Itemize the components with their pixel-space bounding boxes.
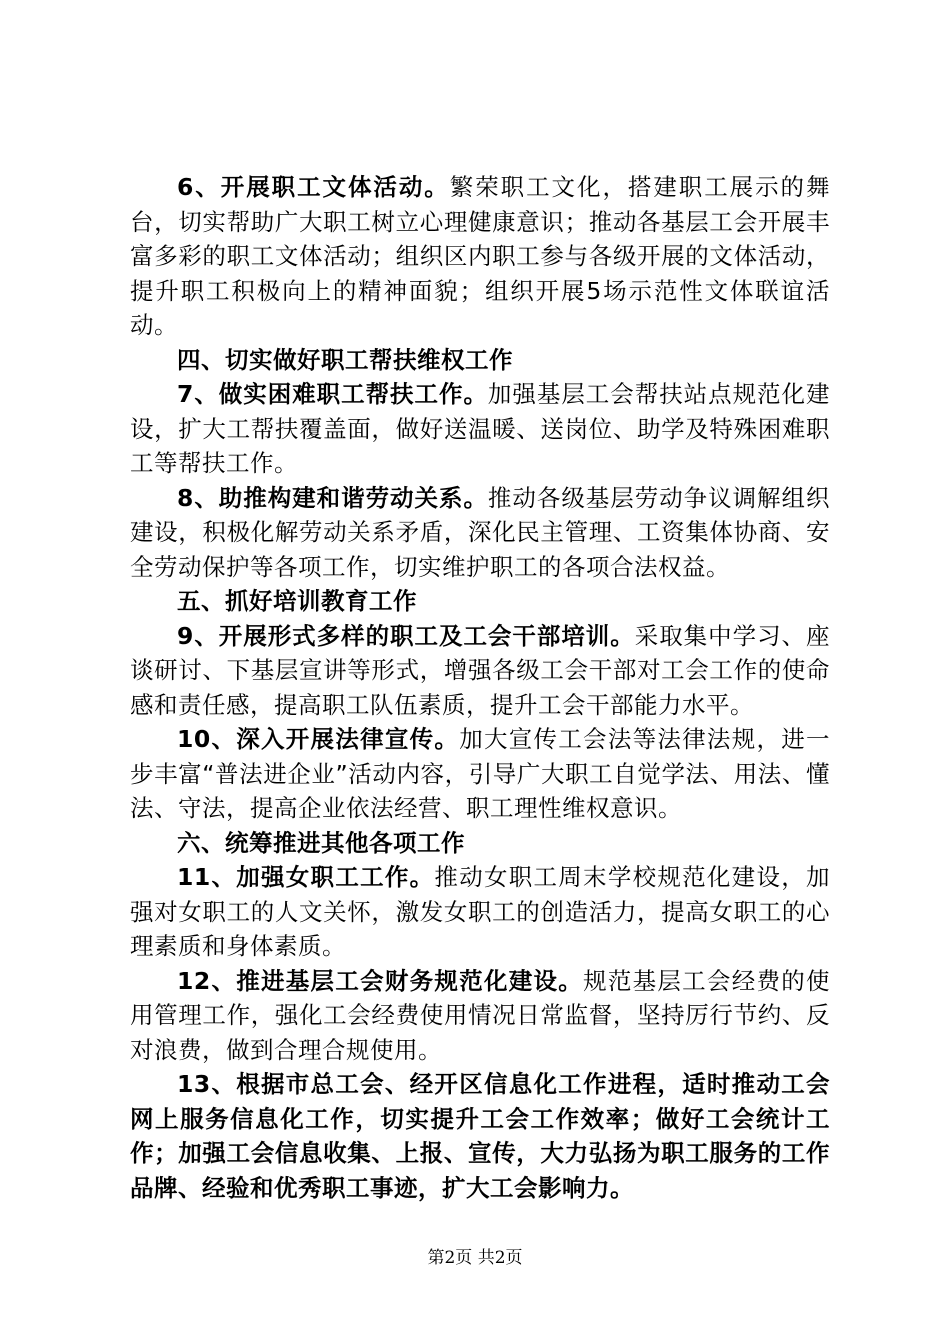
item-text: 加大宣传工会法等法律法规，进一步丰富“普法进企业”活动内容，引导广大职工自觉学法、用法、懂法、守法，提高企业依法经营、职工理性维权意识。 xyxy=(130,725,831,822)
paragraph-11 xyxy=(130,860,830,964)
item-text: 繁荣职工文化，搭建职工展示的舞台，切实帮助广大职工树立心理健康意识；推动各基层工会开展丰富多彩的职工文体活动；组织区内职工参与各级开展的文体活动，提升职工积极向上的精神面貌；组织开展5场示范性文体联谊活动。 xyxy=(130,173,831,339)
item-title: 10、深入开展法律宣传。 xyxy=(177,725,460,753)
paragraph-7 xyxy=(130,377,830,481)
item-text: 推动女职工周末学校规范化建设，加强对女职工的人文关怀，激发女职工的创造活力，提高女职工的心理素质和身体素质。 xyxy=(130,863,830,960)
item-text: 规范基层工会经费的使用管理工作，强化工会经费使用情况日常监督，坚持厉行节约、反对浪费，做到合理合规使用。 xyxy=(130,966,831,1064)
item-title: 9、开展形式多样的职工及工会干部培训。 xyxy=(177,621,635,650)
item-text: 推动各级基层劳动争议调解组织建设，积极化解劳动关系矛盾，深化民主管理、工资集体协商、安全劳动保护等各项工作，切实维护职工的各项合法权益。 xyxy=(130,483,830,581)
item-title: 8、助推构建和谐劳动关系。 xyxy=(177,483,488,512)
section-heading-6: 六、统筹推进其他各项工作 xyxy=(177,828,465,857)
paragraph-6 xyxy=(130,170,830,343)
page-footer: 第2页 共2页 xyxy=(427,1248,523,1268)
paragraph-9 xyxy=(130,619,830,723)
paragraph-10 xyxy=(130,722,830,826)
item-title: 12、推进基层工会财务规范化建设。 xyxy=(177,966,584,995)
item-title: 7、做实困难职工帮扶工作。 xyxy=(177,380,488,408)
section-heading-5: 五、抓好培训教育工作 xyxy=(177,587,417,615)
paragraph-12 xyxy=(130,964,830,1068)
section-heading-4: 四、切实做好职工帮扶维权工作 xyxy=(177,345,513,374)
paragraph-8 xyxy=(130,481,830,585)
item-title: 6、开展职工文体活动。 xyxy=(177,173,450,201)
paragraph-13 xyxy=(130,1067,830,1205)
item-text: 加强基层工会帮扶站点规范化建设，扩大工帮扶覆盖面，做好送温暖、送岗位、助学及特殊困难职工等帮扶工作。 xyxy=(130,380,830,477)
item-text: 采取集中学习、座谈研讨、下基层宣讲等形式，增强各级工会干部对工会工作的使命感和责任感，提高职工队伍素质，提升工会干部能力水平。 xyxy=(130,621,831,719)
item-title: 11、加强女职工工作。 xyxy=(177,863,435,891)
item-title: 13、根据市总工会、经开区信息化工作进程，适时推动工会网上服务信息化工作，切实提升工会工作效率；做好工会统计工作；加强工会信息收集、上报、宣传，大力弘扬为职工服务的工作品牌、经验和优秀职工事迹，扩大工会影响力。 xyxy=(130,1070,830,1202)
document-body xyxy=(130,170,830,1205)
